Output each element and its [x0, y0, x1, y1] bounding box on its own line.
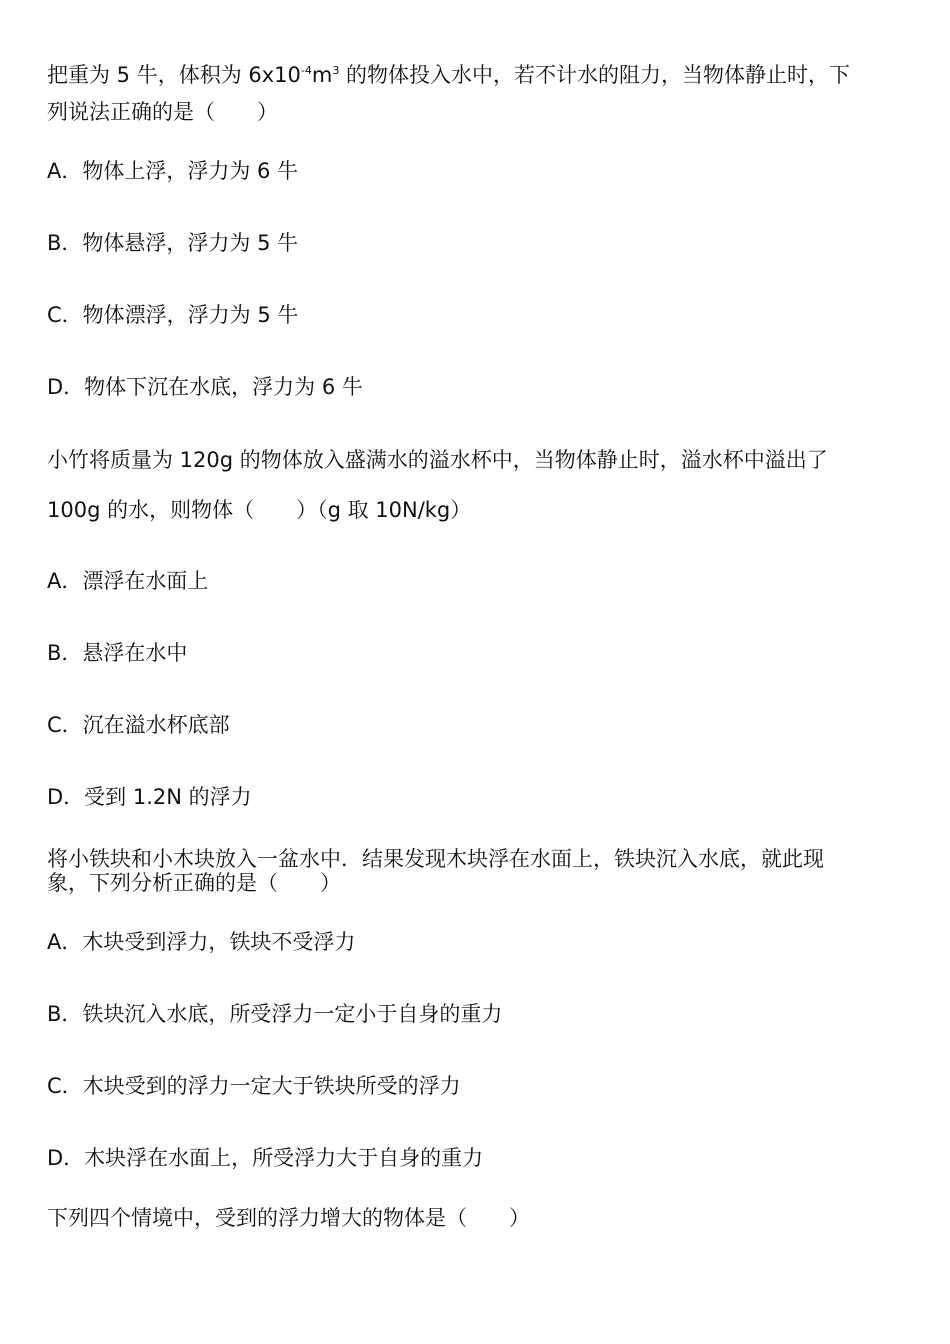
option-letter: A．: [47, 569, 83, 593]
question-1-option-c: [47, 301, 917, 329]
question-2-stem-line-2: 100g 的水，则物体（ ）（g 取 10N/kg）: [47, 498, 472, 522]
exponent-minus-four: -4: [300, 64, 312, 77]
option-letter: B．: [47, 641, 83, 665]
exponent-three: 3: [332, 64, 340, 77]
option-letter: B．: [47, 1002, 83, 1026]
option-letter: C．: [47, 303, 83, 327]
option-letter: D．: [47, 1146, 85, 1170]
option-letter: A．: [47, 930, 83, 954]
option-letter: D．: [47, 375, 85, 399]
question-1-stem-text-a: 把重为 5 牛，体积为 6x10: [47, 63, 301, 87]
question-3-stem-line-1: 将小铁块和小木块放入一盆水中．结果发现木块浮在水面上，铁块沉入水底，就此现: [47, 847, 824, 871]
question-2-option-c: [47, 711, 917, 739]
option-text: 物体悬浮，浮力为 5 牛: [82, 231, 299, 255]
question-1-option-b: [47, 229, 917, 257]
option-text: 物体上浮，浮力为 6 牛: [82, 159, 299, 183]
option-letter: C．: [47, 713, 83, 737]
option-letter: B．: [47, 231, 83, 255]
option-text: 铁块沉入水底，所受浮力一定小于自身的重力: [82, 1002, 503, 1026]
option-text: 沉在溢水杯底部: [82, 713, 230, 737]
question-3-option-c: [47, 1072, 917, 1100]
question-3-option-b: [47, 1000, 917, 1028]
question-4-stem-line-1: 下列四个情境中，受到的浮力增大的物体是（ ）: [47, 1206, 530, 1230]
option-text: 木块浮在水面上，所受浮力大于自身的重力: [84, 1146, 484, 1170]
question-2-option-b: [47, 639, 917, 667]
option-letter: D．: [47, 785, 85, 809]
question-1-stem-line-1: [47, 61, 917, 89]
option-letter: C．: [47, 1074, 83, 1098]
question-1-option-d: [47, 373, 917, 401]
question-2-stem-line-1: 小竹将质量为 120g 的物体放入盛满水的溢水杯中，当物体静止时，溢水杯中溢出了: [47, 448, 828, 472]
option-text: 受到 1.2N 的浮力: [84, 785, 252, 809]
option-text: 物体下沉在水底，浮力为 6 牛: [84, 375, 363, 399]
question-1-stem-text-b: m: [311, 63, 333, 87]
question-1-option-a: [47, 157, 917, 185]
option-letter: A．: [47, 159, 83, 183]
question-1-stem-line-2: 列说法正确的是（ ）: [47, 100, 278, 124]
question-3-option-a: [47, 928, 917, 956]
option-text: 木块受到的浮力一定大于铁块所受的浮力: [82, 1074, 461, 1098]
question-3-option-d: [47, 1144, 917, 1172]
question-2-option-d: [47, 783, 917, 811]
question-2-option-a: [47, 567, 917, 595]
option-text: 物体漂浮，浮力为 5 牛: [82, 303, 299, 327]
question-1-stem-text-c: 的物体投入水中，若不计水的阻力，当物体静止时，下: [339, 63, 851, 87]
option-text: 漂浮在水面上: [82, 569, 209, 593]
option-text: 木块受到浮力，铁块不受浮力: [82, 930, 356, 954]
question-3-stem-line-2: 象，下列分析正确的是（ ）: [47, 871, 341, 895]
option-text: 悬浮在水中: [82, 641, 188, 665]
